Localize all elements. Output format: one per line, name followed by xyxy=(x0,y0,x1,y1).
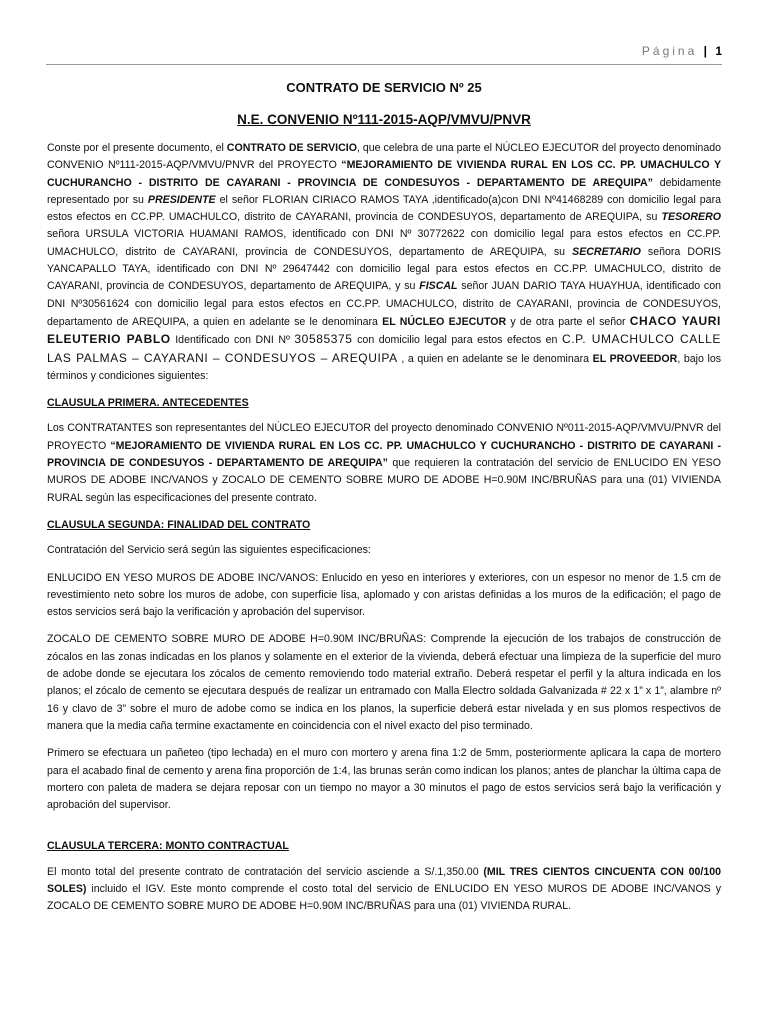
spacer xyxy=(47,824,721,838)
header-divider xyxy=(46,64,722,65)
clause-2-paragraph-3: ZOCALO DE CEMENTO SOBRE MURO DE ADOBE H=0.90M INC/BRUÑAS: Comprende la ejecución de los trabajos de construcción de zócalos en las zonas indicadas en los planos y solamente en el exterior de la vivienda, deberá efectuar una limpieza de la superficie del muro de adobe donde se ejecutara los zócalos de cemento removiendo todo material extraño. Deberá respetar el perfil y la altura indicada en los planos; el zócalo de cemento se ejecutara después de realizar un entramado con Malla Electro soldada Galvanizada # 22 x 1” x 1”, alambre nº 16 y clavo de 3” sobre el muro de adobe como se indica en los planos, la superficie deberá estar nivelada y en sus plomos respectivos de manera que la media caña termine exactamente en coincidencia con el nivel exacto del piso terminado. xyxy=(47,633,721,732)
page-number: 1 xyxy=(715,44,722,58)
provider-address: C.P. UMACHULCO CALLE LAS PALMAS – CAYARANI – CONDESUYOS – AREQUIPA xyxy=(47,332,721,365)
page-separator: | xyxy=(703,44,707,58)
clause-3-paragraph: El monto total del presente contrato de contratación del servicio asciende a S/.1,350.00 (MIL TRES CIENTOS CINCUENTA CON 00/100 SOLES) incluido el IGV. Este monto comprende el costo total del servicio de ENLUCIDO EN YESO MUROS DE ADOBE INC/VANOS y ZOCALO DE CEMENTO SOBRE MURO DE ADOBE H=0.90M INC/BRUÑAS para una (01) VIVIENDA RURAL. xyxy=(47,865,721,913)
page-number-header xyxy=(642,44,722,58)
clause-3-heading: CLAUSULA TERCERA: MONTO CONTRACTUAL xyxy=(47,840,289,853)
clause-2-paragraph-4: Primero se efectuara un pañeteo (tipo lechada) en el muro con mortero y arena fina 1:2 de 5mm, posteriormente aplicara la capa de mortero para el acabado final de cemento y arena fina proporción de 1:4, las brunas serán como indican los planos; antes de planchar la última capa de mortero con paleta de madera se dejara reposar con un tiempo no mayor a 30 minutos el pago de estos servicios será bajo la verificación y aprobación del supervisor. xyxy=(47,747,721,812)
agreement-title: N.E. CONVENIO Nº111-2015-AQP/VMVU/PNVR xyxy=(237,112,531,127)
intro-paragraph: Conste por el presente documento, el CONTRATO DE SERVICIO, que celebra de una parte el NÚCLEO EJECUTOR del proyecto denominado CONVENIO Nº111-2015-AQP/VMVU/PNVR del PROYECTO “MEJORAMIENTO DE VIVIENDA RURAL EN LOS CC. PP. UMACHULCO Y CUCHURANCHO - DISTRITO DE CAYARANI - PROVINCIA DE CONDESUYOS - DEPARTAMENTO DE AREQUIPA” debidamente representado por su PRESIDENTE el señor FLORIAN CIRIACO RAMOS TAYA ,identificado(a)con DNI Nº41468289 con domicilio legal para estos efectos en CC.PP. UMACHULCO, distrito de CAYARANI, provincia de CONDESUYOS, departamento de AREQUIPA, su TESORERO señora URSULA VICTORIA HUAMANI RAMOS, identificado con DNI Nº 30772622 con domicilio legal para estos efectos en CC.PP. UMACHULCO, distrito de CAYARANI, provincia de CONDESUYOS, departamento de AREQUIPA, su SECRETARIO señora DORIS YANCAPALLO TAYA, identificado con DNI Nº 29647442 con domicilio legal para estos efectos en CC.PP. UMACHULCO, distrito de CAYARANI, provincia de CONDESUYOS, departamento de AREQUIPA, y su FISCAL señor JUAN DARIO TAYA HUAYHUA, identificado con DNI Nº30561624 con domicilio legal para estos efectos en CC.PP. UMACHULCO, distrito de CAYARANI, provincia de CONDESUYOS, departamento de AREQUIPA, a quien en adelante se le denominara EL NÚCLEO EJECUTOR y de otra parte el señor CHACO YAURI ELEUTERIO PABLO Identificado con DNI Nº 30585375 con domicilio legal para estos efectos en C.P. UMACHULCO CALLE LAS PALMAS – CAYARANI – CONDESUYOS – AREQUIPA , a quien en adelante se le denominara EL PROVEEDOR, bajo los términos y condiciones siguientes: xyxy=(47,142,722,382)
clause-2-heading: CLAUSULA SEGUNDA: FINALIDAD DEL CONTRATO xyxy=(47,518,311,531)
provider-name: CHACO YAURI ELEUTERIO PABLO xyxy=(47,313,721,347)
document-body xyxy=(47,80,721,926)
provider-dni: 30585375 xyxy=(294,332,353,347)
clause-2-paragraph-1: Contratación del Servicio será según las siguientes especificaciones: xyxy=(47,544,371,557)
clause-2-paragraph-2: ENLUCIDO EN YESO MUROS DE ADOBE INC/VANOS: Enlucido en yeso en interiores y exteriores, con un espesor no menor de 1.5 cm de revestimiento neto sobre los muros de adobe, con superficie lisa, aplomado y con aristas definidas a los muros de la edificación; el pago de estos servicios será bajo la verificación y aprobación del supervisor. xyxy=(47,571,721,619)
clause-1-paragraph: Los CONTRATANTES son representantes del NÚCLEO EJECUTOR del proyecto denominado CONVENIO Nº011-2015-AQP/VMVU/PNVR del PROYECTO “MEJORAMIENTO DE VIVIENDA RURAL EN LOS CC. PP. UMACHULCO Y CUCHURANCHO - DISTRITO DE CAYARANI - PROVINCIA DE CONDESUYOS - DEPARTAMENTO DE AREQUIPA” que requieren la contratación del servicio de ENLUCIDO EN YESO MUROS DE ADOBE INC/VANOS y ZOCALO DE CEMENTO SOBRE MURO DE ADOBE H=0.90M INC/BRUÑAS para una (01) VIVIENDA RURAL según las especificaciones del presente contrato. xyxy=(47,422,721,504)
contract-title: CONTRATO DE SERVICIO Nº 25 xyxy=(286,80,482,95)
clause-1-heading: CLAUSULA PRIMERA. ANTECEDENTES xyxy=(47,397,249,410)
page-label: Página xyxy=(641,44,698,58)
